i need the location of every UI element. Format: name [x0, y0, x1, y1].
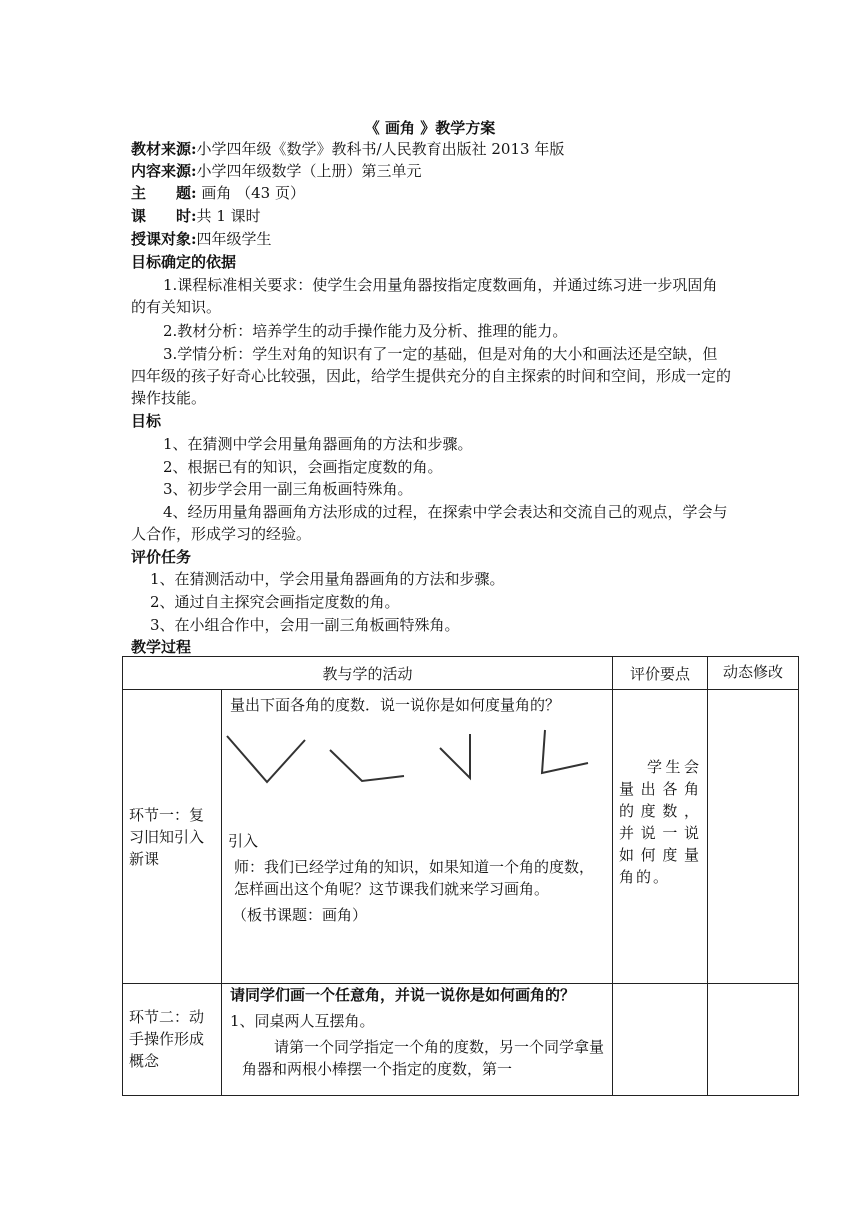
eval-item: 1、在猜测活动中，学会用量角器画角的方法和步骤。	[150, 570, 505, 588]
info-line-source	[131, 138, 564, 160]
intro-label: 引入	[228, 832, 259, 850]
angle-figures	[222, 724, 611, 814]
angle-figure	[440, 734, 470, 778]
activity-step-text: 请第一个同学指定一个角的度数，另一个同学拿量角器和两根小棒摆一个指定的度数，第一	[242, 1038, 605, 1078]
header-revision: 动态修改	[708, 657, 799, 690]
eval-item: 3、在小组合作中，会用一副三角板画特殊角。	[150, 616, 460, 634]
revision-cell	[708, 690, 799, 984]
board-note: （板书课题：画角）	[232, 906, 368, 924]
info-label: 课 时:	[131, 207, 197, 225]
info-line-topic	[131, 182, 305, 204]
info-label: 授课对象:	[131, 230, 197, 248]
basis-item: 2.教材分析：培养学生的动手操作能力及分析、推理的能力。	[163, 322, 568, 340]
info-value: 画角 （43 页）	[196, 184, 305, 202]
document-title: 《 画角 》教学方案	[364, 119, 496, 137]
info-value: 四年级学生	[196, 230, 272, 248]
goals-heading: 目标	[131, 412, 162, 430]
goal-item: 4、经历用量角器画角方法形成的过程，在探索中学会表达和交流自己的观点，学会与人合作，形成学习的经验。	[131, 503, 728, 543]
activity-cell	[222, 984, 613, 1096]
info-line-content	[131, 160, 422, 182]
eval-point: 学生会量出各角的度数，并说一说如何度量角的。	[619, 758, 701, 886]
goal-item: 1、在猜测中学会用量角器画角的方法和步骤。	[163, 435, 473, 453]
process-heading: 教学过程	[131, 638, 192, 656]
goal-item: 3、初步学会用一副三角板画特殊角。	[163, 480, 413, 498]
info-line-hours	[131, 205, 261, 227]
activity-cell	[222, 690, 613, 984]
intro-text: 师：我们已经学过角的知识，如果知道一个角的度数，怎样画出这个角呢？这节课我们就来学习画角。	[234, 858, 595, 898]
angle-figure	[227, 736, 305, 782]
basis-heading: 目标确定的依据	[131, 253, 237, 271]
info-label: 内容来源:	[131, 162, 197, 180]
info-value: 共 1 课时	[196, 207, 261, 225]
stage-cell	[123, 984, 222, 1096]
angle-figure	[330, 750, 404, 781]
stage-cell	[123, 690, 222, 984]
header-activity: 教与学的活动	[123, 657, 613, 690]
revision-cell	[708, 984, 799, 1096]
info-label: 主 题:	[131, 184, 197, 202]
basis-item: 3.学情分析：学生对角的知识有了一定的基础，但是对角的大小和画法还是空缺，但四年级的孩子好奇心比较强，因此，给学生提供充分的自主探索的时间和空间，形成一定的操作技能。	[131, 345, 732, 407]
goal-item: 2、根据已有的知识，会画指定度数的角。	[163, 458, 443, 476]
activity-step: 1、同桌两人互摆角。	[230, 1012, 375, 1030]
activity-bold: 请同学们画一个任意角，并说一说你是如何画角的？	[230, 986, 576, 1004]
process-table	[122, 656, 799, 1096]
eval-heading: 评价任务	[131, 548, 192, 566]
stage-label: 环节二：动手操作形成概念	[129, 1008, 205, 1070]
info-value: 小学四年级数学（上册）第三单元	[196, 162, 422, 180]
basis-item: 1.课程标准相关要求：使学生会用量角器按指定度数画角，并通过练习进一步巩固角的有关知识。	[131, 276, 718, 316]
activity-question: 量出下面各角的度数．说一说你是如何度量角的？	[230, 696, 561, 714]
header-eval: 评价要点	[613, 657, 708, 690]
eval-cell	[613, 690, 708, 984]
stage-label: 环节一：复习旧知引入新课	[129, 805, 205, 868]
info-line-audience	[131, 228, 272, 250]
angle-figure	[542, 730, 588, 773]
eval-cell	[613, 984, 708, 1096]
info-label: 教材来源:	[131, 140, 197, 158]
eval-item: 2、通过自主探究会画指定度数的角。	[150, 593, 400, 611]
info-value: 小学四年级《数学》教科书/人民教育出版社 2013 年版	[196, 140, 565, 158]
